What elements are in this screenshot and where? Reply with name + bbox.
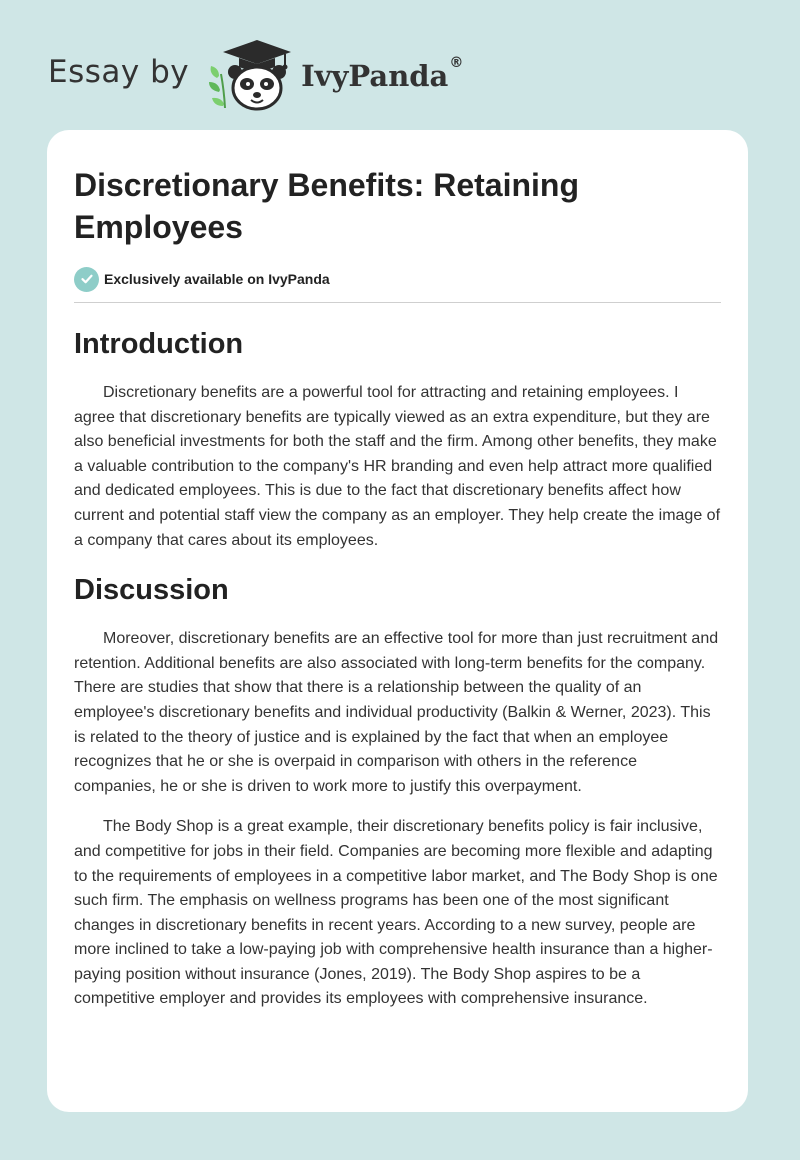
section-heading-introduction: Introduction xyxy=(74,328,244,360)
paragraph: Moreover, discretionary benefits are an effective tool for more than just recruitment and retention. Additional benefits are also associated with long-term benefits for the company. There are studies that show that there is a relationship between the quality of an employee's discretionary benefits and individual productivity (Balkin & Werner, 2023). This is related to the theory of justice and is explained by the fact that when an employee recognizes that he or she is overpaid in comparison with others in the reference companies, he or she is driven to work more to justify this overpayment. xyxy=(74,630,719,795)
check-icon xyxy=(74,267,99,292)
exclusive-badge xyxy=(74,266,721,292)
essay-card xyxy=(47,130,748,1112)
essay-title: Discretionary Benefits: Retaining Employees xyxy=(74,167,579,245)
paragraph: The Body Shop is a great example, their discretionary benefits policy is fair inclusive, and competitive for jobs in their field. Companies are becoming more flexible and adapting to the requirements of employees in a competitive labor market, and The Body Shop is one such firm. The emphasis on wellness programs has been one of the most significant changes in discretionary benefits in recent years. According to a new survey, people are more inclined to take a low-paying job with comprehensive health insurance than a higher-paying position without insurance (Jones, 2019). The Body Shop aspires to be a competitive employer and provides its employees with comprehensive insurance. xyxy=(74,818,718,1008)
exclusive-label: Exclusively available on IvyPanda xyxy=(104,271,330,287)
brand-name[interactable]: IvyPanda® xyxy=(301,55,464,93)
site-header xyxy=(48,34,463,114)
essay-by-label: Essay by xyxy=(48,54,190,90)
divider xyxy=(74,302,721,303)
panda-graduate-logo-icon[interactable] xyxy=(205,34,297,114)
registered-mark: ® xyxy=(449,55,464,71)
section-heading-discussion: Discussion xyxy=(74,574,229,607)
paragraph: Discretionary benefits are a powerful tool for attracting and retaining employees. I agree that discretionary benefits are typically viewed as an extra expenditure, but they are also beneficial investments for both the staff and the firm. Among other benefits, they make a valuable contribution to the company's HR branding and even help attract more qualified and dedicated employees. This is due to the fact that discretionary benefits affect how current and potential staff view the company as an employer. They help create the image of a company that cares about its employees. xyxy=(74,384,721,549)
